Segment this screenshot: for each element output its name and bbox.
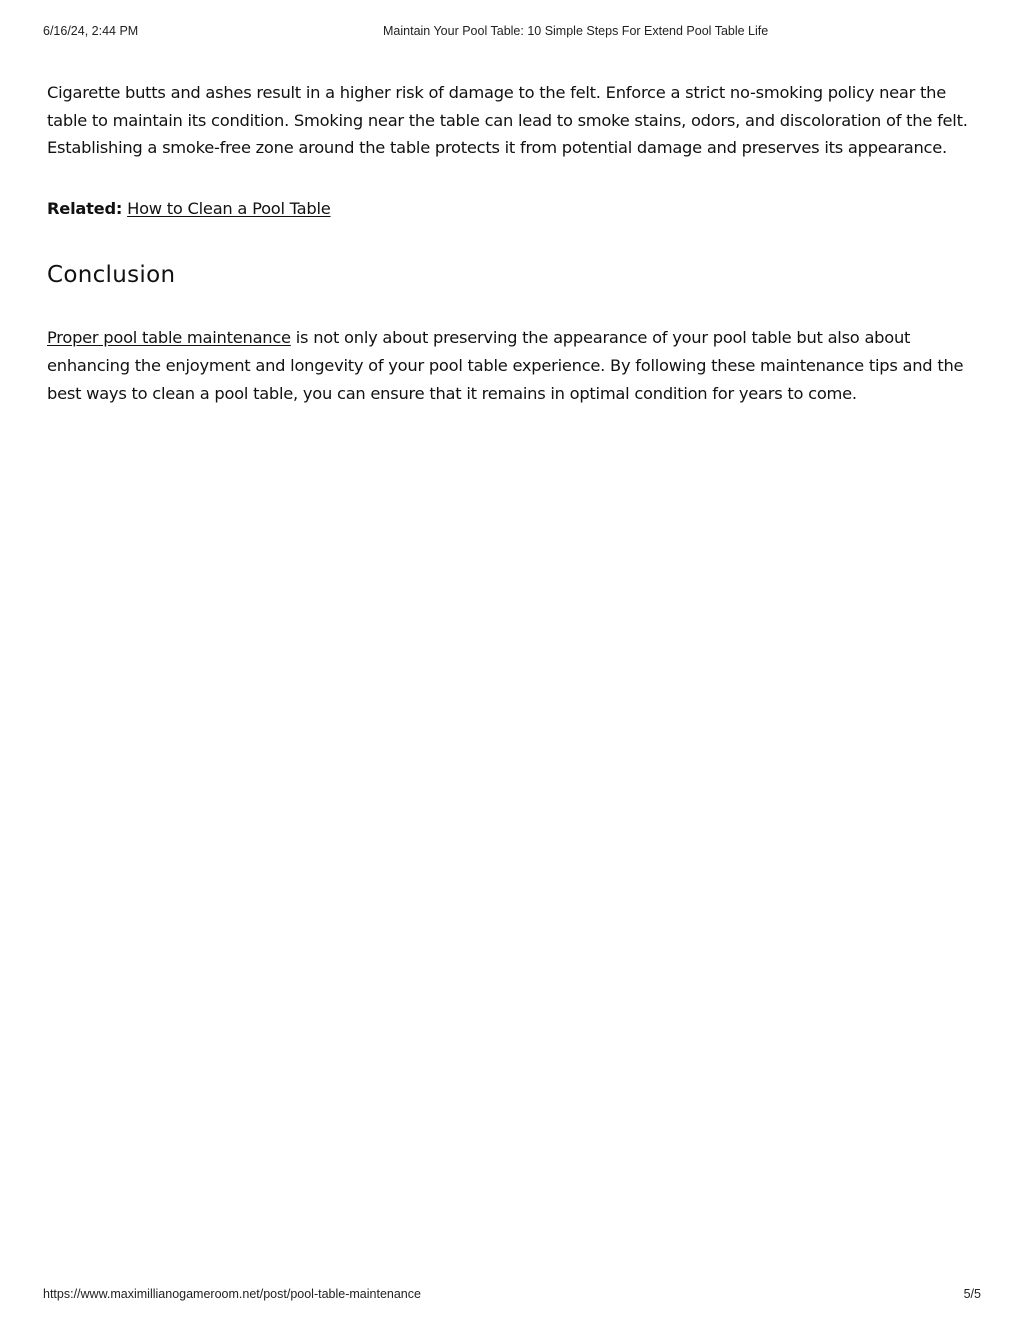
page-url: https://www.maximillianogameroom.net/post/pool-table-maintenance	[43, 1287, 421, 1301]
page-number: 5/5	[963, 1287, 981, 1301]
smoking-paragraph: Cigarette butts and ashes result in a higher risk of damage to the felt. Enforce a strict no-smoking policy near the table to maintain its condition. Smoking near the table can lead to smoke stains, odors, and discoloration of the felt. Establishing a smoke-free zone around the table protects it from potential damage and preserves its appearance.	[47, 83, 968, 158]
print-header	[43, 24, 981, 42]
related-link-how-to-clean[interactable]: How to Clean a Pool Table	[127, 198, 331, 218]
related-label: Related:	[47, 198, 123, 218]
conclusion-paragraph	[47, 324, 977, 407]
conclusion-heading: Conclusion	[47, 262, 176, 289]
conclusion-body: is not only about preserving the appearance of your pool table but also about enhancing the enjoyment and longevity of your pool table experience. By following these maintenance tips and the best ways to clean a pool table, you can ensure that it remains in optimal condition for years to come.	[47, 328, 964, 403]
print-footer	[43, 1287, 981, 1305]
proper-maintenance-link[interactable]: Proper pool table maintenance	[47, 328, 291, 348]
document-title: Maintain Your Pool Table: 10 Simple Steps For Extend Pool Table Life	[383, 24, 769, 38]
print-datetime: 6/16/24, 2:44 PM	[43, 24, 139, 38]
article-content	[47, 79, 977, 407]
related-line	[47, 195, 977, 223]
